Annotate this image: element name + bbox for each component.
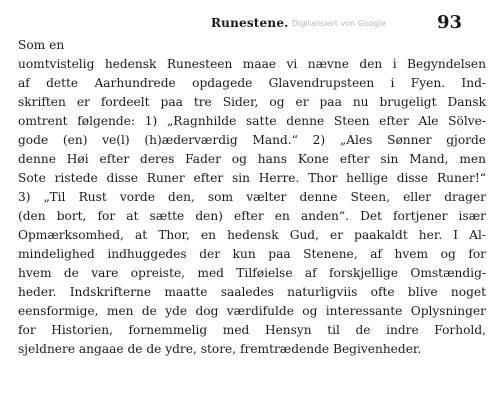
text-line: skriften er fordeelt paa tre Sider, og er paa nu brugeligt Dansk: [18, 95, 486, 109]
running-title: Runestene.: [211, 16, 289, 30]
text-line: af dette Aarhundrede opdagede Glavendrupsteen i Fyen. Ind-: [18, 76, 486, 90]
text-line: denne Høi efter deres Fader og hans Kone efter sin Mand, men: [18, 152, 486, 166]
text-line: eensformige, men de yde dog værdifulde og interessante Oplysninger: [18, 304, 486, 318]
text-line: Sote ristede disse Runer efter sin Herre. Thor hellige disse Runer!“: [18, 171, 486, 185]
page-header: [0, 12, 499, 36]
text-line: mindelighed indhuggedes der kun paa Stenene, af hvem og for: [18, 247, 486, 261]
text-line: gode (en) ve(l) (h)æderværdig Mand.“ 2) „Ales Sønner gjorde: [18, 133, 486, 147]
text-line: 3) „Til Rust vorde den, som vælter denne Steen, eller drager: [18, 190, 486, 204]
text-line: uomtvistelig hedensk Runesteen maae vi nævne den i Begyndelsen: [18, 57, 486, 71]
page-number: 93: [437, 12, 463, 33]
text-line: for Historien, fornemmelig med Hensyn til de indre Forhold,: [18, 323, 486, 337]
text-line: Som en: [18, 38, 65, 52]
body-text: [18, 36, 486, 359]
text-line: heder. Indskrifterne maatte saaledes naturligviis ofte blive noget: [18, 285, 486, 299]
text-line: (den bort, for at sætte den) efter en anden“. Det fortjener især: [18, 209, 486, 223]
text-line: Opmærksomhed, at Thor, en hedensk Gud, er paakaldt her. I Al-: [18, 228, 486, 242]
text-line: omtrent følgende: 1) „Ragnhilde satte denne Steen efter Ale Sölve-: [18, 114, 486, 128]
text-line: sjeldnere angaae de de ydre, store, fremtrædende Begivenheder.: [18, 342, 422, 356]
digitization-watermark: Digitalisiert von Google: [292, 19, 386, 28]
text-line: hvem de vare opreiste, med Tilføielse af forskjellige Omstændig-: [18, 266, 486, 280]
